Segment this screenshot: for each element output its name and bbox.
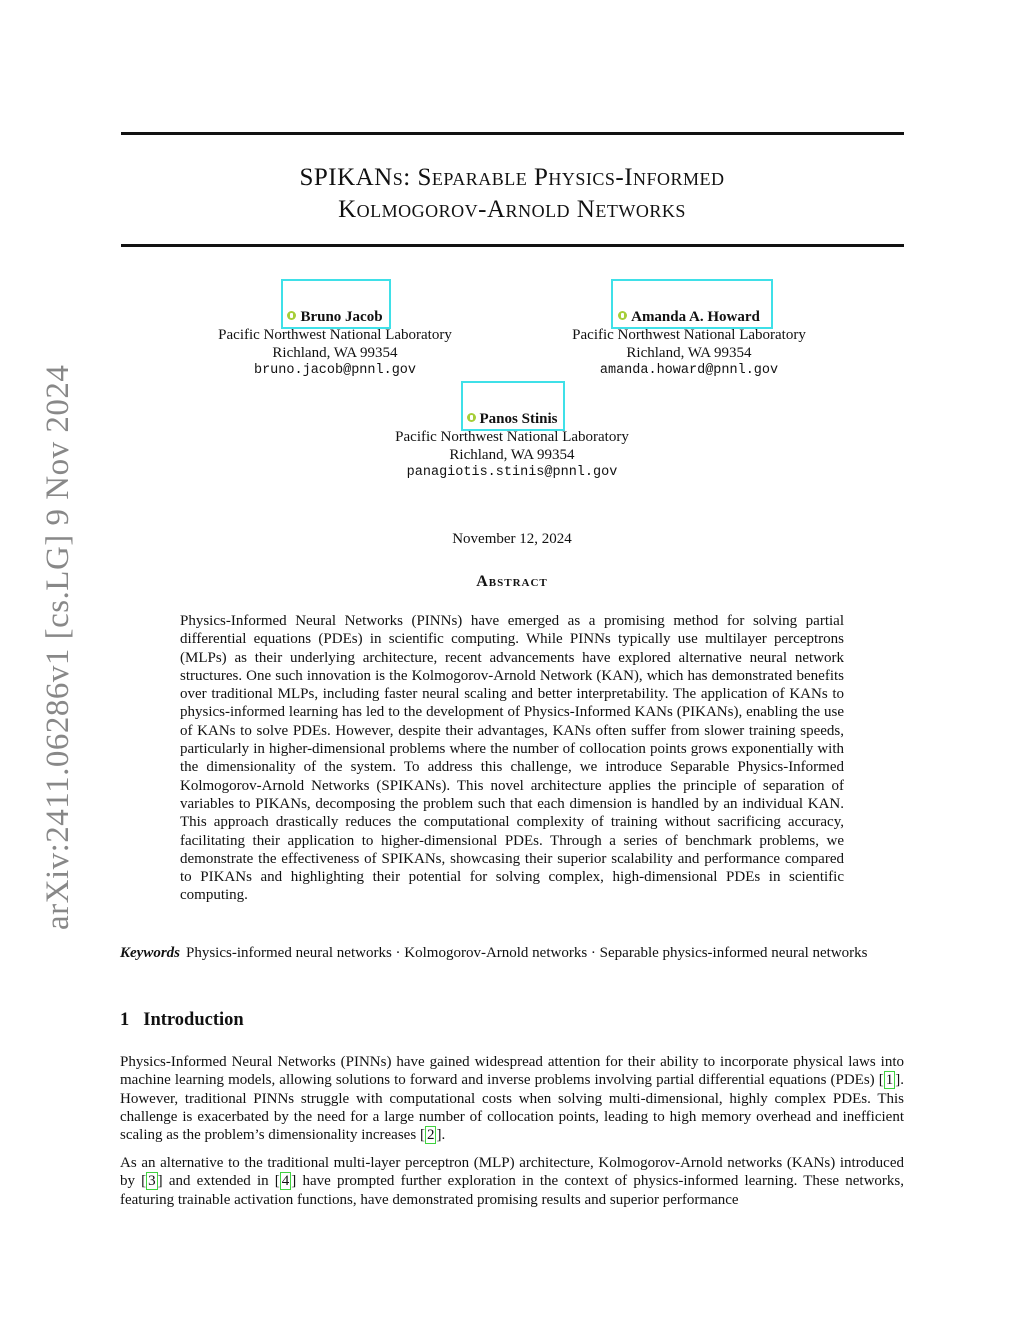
orcid-icon[interactable]: [467, 413, 476, 422]
author-link-highlight: [281, 279, 391, 329]
author-location: Richland, WA 99354: [449, 447, 575, 463]
author-name-link[interactable]: Panos Stinis: [467, 410, 558, 428]
citation-link[interactable]: 3: [148, 1173, 156, 1190]
author-location: Richland, WA 99354: [272, 345, 398, 361]
author-name-row: [362, 410, 662, 428]
arxiv-side-stamp: arXiv:2411.06286v1 [cs.LG] 9 Nov 2024: [40, 364, 76, 930]
author-name-row: [539, 308, 839, 326]
paper-title: [0, 162, 1024, 226]
title-line-2: Kolmogorov-Arnold Networks: [338, 196, 686, 223]
author-affiliation: Pacific Northwest National Laboratory: [395, 429, 629, 445]
intro-paragraph-2: As an alternative to the traditional multi-layer perceptron (MLP) architecture, Kolmogorov-Arnold networks (KANs) introduced by [ 3 ] and extended in [ 4 ] have prompted further exploration in the context of physics-informed learning. These networks, featuring trainable activation functions, have demonstrated promising results and superior performance: [120, 1155, 904, 1208]
author-location: Richland, WA 99354: [626, 345, 752, 361]
citation-link[interactable]: 2: [426, 1127, 435, 1144]
citation-link[interactable]: 1: [885, 1072, 894, 1089]
keywords: [120, 944, 904, 962]
top-rule: [121, 132, 904, 135]
bottom-rule: [121, 244, 904, 247]
abstract-body: Physics-Informed Neural Networks (PINNs) have emerged as a promising method for solving partial differential equations (PDEs) in scientific computing. While PINNs typically use multilayer perceptrons (MLPs) as their underlying architecture, recent advancements have explored alternative neural network structures. One such innovation is the Kolmogorov-Arnold Network (KAN), which has demonstrated benefits over traditional MLPs, including faster neural scaling and better interpretability. The application of KANs to physics-informed learning has led to the development of Physics-Informed KANs (PIKANs), enabling the use of KANs to solve PDEs. However, despite their advantages, KANs often suffer from slower training speeds, particularly in higher-dimensional problems where the number of collocation points grows exponentially with the dimensionality of the system. To address this challenge, we introduce Separable Physics-Informed Kolmogorov-Arnold Networks (SPIKANs). This novel architecture applies the principle of separation of variables to PIKANs, decomposing the problem such that each dimension is handled by an individual KAN. This approach drastically reduces the computational complexity of training without sacrificing accuracy, facilitating their application to higher-dimensional PDEs. Through a series of benchmark problems, we demonstrate the effectiveness of SPIKANs, showcasing their superior scalability and performance compared to PIKANs and highlighting their potential for solving complex, high-dimensional PDEs in scientific computing.: [180, 613, 844, 904]
section-heading: [120, 1010, 244, 1031]
author-block-2: [539, 308, 839, 380]
author-link-highlight: [611, 279, 773, 329]
author-name-row: [185, 308, 485, 326]
intro-paragraph-1: Physics-Informed Neural Networks (PINNs) have gained widespread attention for their ability to incorporate physical laws into machine learning models, allowing solutions to forward and inverse problems involving partial differential equations (PDEs) [ 1 ]. However, traditional PINNs struggle with computational costs when solving multi-dimensional, highly complex PDEs. This challenge is exacerbated by the need for a large number of collocation points, leading to high memory overhead and inefficient scaling as the problem’s dimensionality increases [ 2 ].: [120, 1054, 904, 1144]
title-line-1: SPIKANs: Separable Physics-Informed: [299, 164, 725, 191]
author-block-1: [185, 308, 485, 380]
author-email[interactable]: bruno.jacob@pnnl.gov: [253, 363, 417, 378]
citation-link[interactable]: 4: [281, 1173, 290, 1190]
keywords-label: Keywords: [120, 945, 180, 961]
author-email[interactable]: amanda.howard@pnnl.gov: [599, 363, 779, 378]
author-link-highlight: [461, 381, 565, 431]
abstract-heading: Abstract: [476, 573, 548, 590]
author-name-link[interactable]: Bruno Jacob: [287, 308, 382, 326]
author-block-3: [362, 410, 662, 482]
section-title: Introduction: [143, 1010, 244, 1030]
section-number: 1: [120, 1010, 130, 1030]
author-name-link[interactable]: Amanda A. Howard: [618, 308, 760, 326]
paper-date: November 12, 2024: [452, 531, 572, 547]
author-email[interactable]: panagiotis.stinis@pnnl.gov: [406, 465, 618, 480]
author-affiliation: Pacific Northwest National Laboratory: [572, 327, 806, 343]
keywords-text: Physics-informed neural networks · Kolmogorov-Arnold networks · Separable physics-informed neural networks: [186, 945, 868, 961]
author-affiliation: Pacific Northwest National Laboratory: [218, 327, 452, 343]
